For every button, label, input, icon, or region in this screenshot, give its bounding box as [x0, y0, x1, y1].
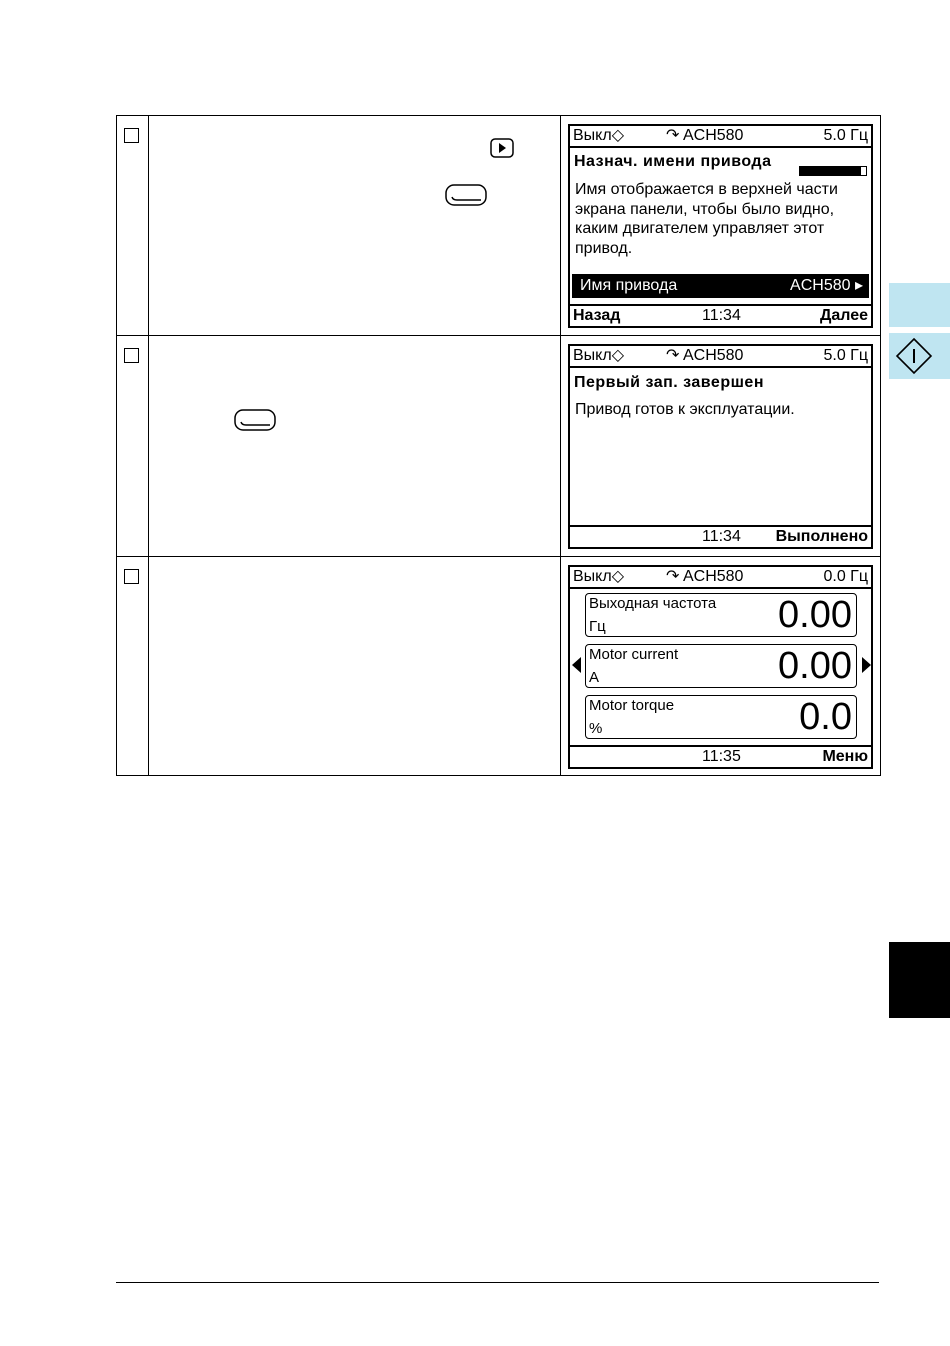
arrow-right-icon[interactable] [861, 657, 871, 673]
section-tab [889, 942, 950, 1018]
step-checkbox[interactable] [124, 569, 139, 584]
instruction-cell [149, 116, 561, 335]
drive-name: ↷ ACH580 [666, 347, 744, 364]
status-bar [570, 346, 871, 368]
state-label: Выкл◇ [573, 127, 624, 144]
signal-name: Выходная частота [589, 595, 717, 612]
screen-title: Назнач. имени привода [574, 153, 772, 170]
step-checkbox[interactable] [124, 348, 139, 363]
step-row-1 [117, 116, 880, 336]
control-panel-screen [568, 124, 873, 328]
progress-bar [799, 166, 867, 176]
screen-cell [561, 116, 880, 335]
start-up-diamond-icon [895, 337, 933, 375]
frequency-readout: 0.0 Гц [823, 568, 868, 585]
clock: 11:35 [702, 748, 741, 765]
rotation-arrow-icon: ↷ [666, 127, 680, 144]
signal-value: 0.00 [778, 594, 852, 636]
screen-title: Первый зап. завершен [574, 374, 764, 391]
done-softkey[interactable]: Выполнено [775, 528, 868, 545]
step-row-2 [117, 336, 880, 557]
signal-motor-torque[interactable] [585, 695, 857, 739]
signal-unit: A [589, 669, 600, 686]
rotation-arrow-icon: ↷ [666, 347, 680, 364]
arrow-left-icon[interactable] [572, 657, 582, 673]
run-off-icon: ◇ [611, 127, 624, 144]
checkbox-cell [117, 116, 149, 335]
state-label: Выкл◇ [573, 347, 624, 364]
softkey-bar [570, 745, 871, 767]
frequency-readout: 5.0 Гц [823, 347, 868, 364]
frequency-readout: 5.0 Гц [823, 127, 868, 144]
progress-fill [800, 167, 861, 175]
instruction-cell [149, 336, 561, 556]
play-key-icon [490, 138, 514, 158]
run-off-icon: ◇ [611, 568, 624, 585]
footer-rule [116, 1282, 879, 1283]
softkey-bar [570, 525, 871, 547]
signal-name: Motor torque [589, 697, 675, 714]
drive-name: ↷ ACH580 [666, 568, 744, 585]
status-bar [570, 567, 871, 589]
signal-output-frequency[interactable] [585, 593, 857, 637]
selected-menu-item[interactable] [572, 274, 869, 298]
screen-body: Привод готов к эксплуатации. [575, 401, 795, 418]
signal-unit: Гц [589, 618, 606, 635]
screen-body: Имя отображается в верхней части экрана панели, чтобы было видно, каким двигателем управляет этот привод. [575, 181, 838, 257]
menu-item-value: ACH580 ▸ [790, 277, 863, 294]
clock: 11:34 [702, 528, 741, 545]
screen-cell [561, 336, 880, 556]
menu-item-label: Имя привода [580, 277, 678, 294]
screen-cell [561, 557, 880, 775]
rotation-arrow-icon: ↷ [666, 568, 680, 585]
state-label: Выкл◇ [573, 568, 624, 585]
clock: 11:34 [702, 307, 741, 324]
softkey-bar [570, 304, 871, 326]
status-bar [570, 126, 871, 148]
signal-name: Motor current [589, 646, 679, 663]
control-panel-screen [568, 565, 873, 769]
signal-value: 0.00 [778, 645, 852, 687]
menu-softkey[interactable]: Меню [822, 748, 868, 765]
checkbox-cell [117, 336, 149, 556]
run-off-icon: ◇ [611, 347, 624, 364]
back-softkey[interactable]: Назад [573, 307, 621, 324]
checkbox-cell [117, 557, 149, 775]
drive-name: ↷ ACH580 [666, 127, 744, 144]
control-panel-screen [568, 344, 873, 549]
signal-value: 0.0 [799, 696, 852, 738]
softkey-icon [234, 409, 276, 431]
procedure-table [116, 115, 881, 776]
step-row-3 [117, 557, 880, 775]
softkey-icon [445, 184, 487, 206]
chapter-tab [889, 283, 950, 327]
start-up-tab [889, 333, 950, 379]
signal-motor-current[interactable] [585, 644, 857, 688]
next-softkey[interactable]: Далее [819, 307, 868, 324]
signal-unit: % [589, 720, 603, 737]
instruction-cell [149, 557, 561, 775]
step-checkbox[interactable] [124, 128, 139, 143]
